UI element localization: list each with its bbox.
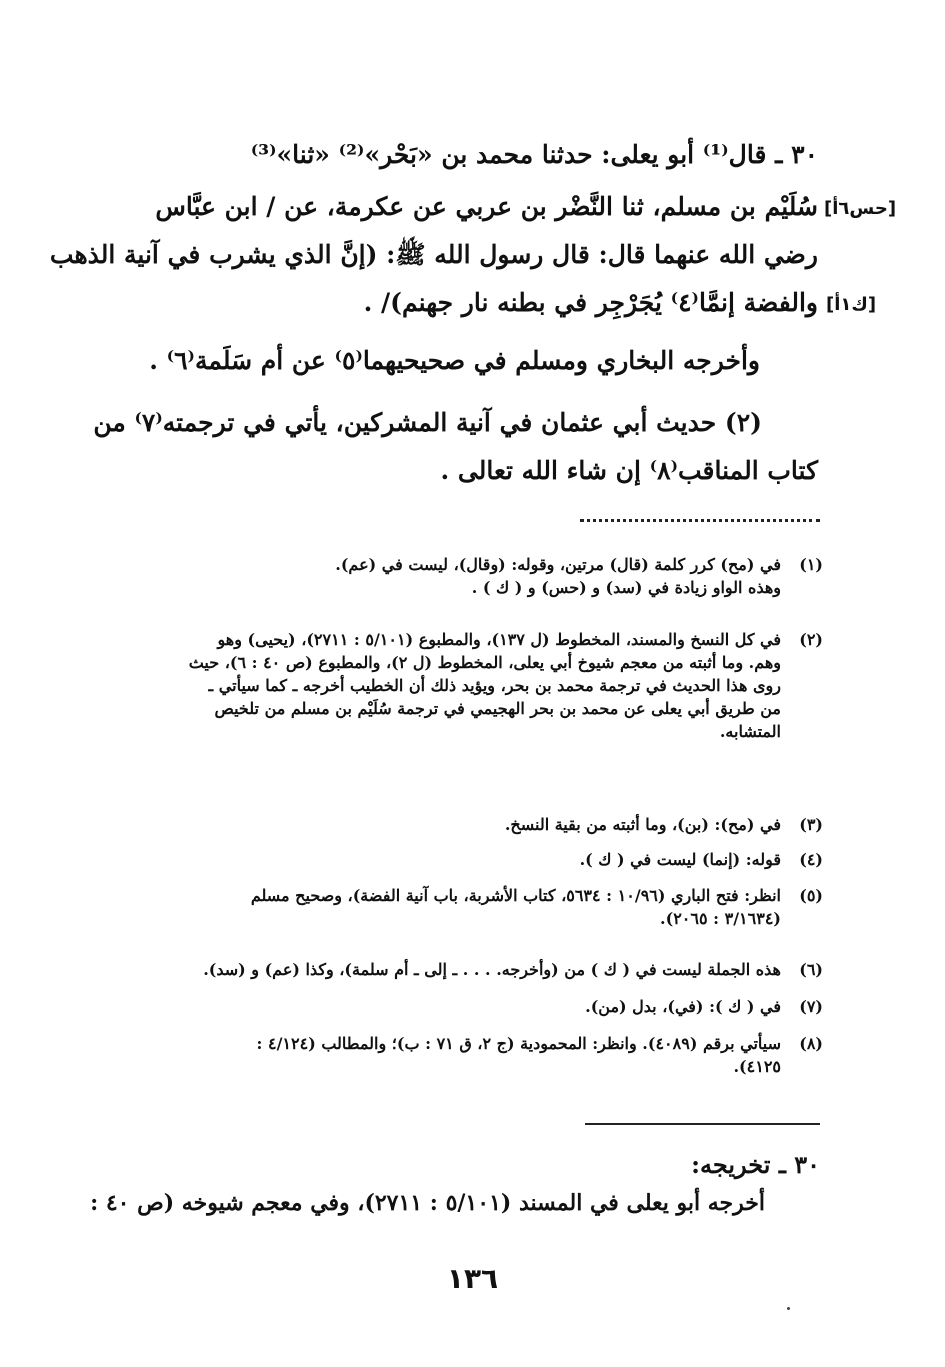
footnote-separator — [580, 519, 820, 526]
footnote-1 — [108, 553, 823, 599]
footnote-3 — [108, 813, 823, 836]
footnote-number: (٧) — [799, 997, 823, 1016]
page-number: ١٣٦ — [446, 1262, 499, 1295]
footnote-text: سيأتي برقم (٤٠٨٩). وانظر: المحمودية (ج ٢، ق ٧١ : ب)؛ والمطالب (٤/١٢٤ : — [256, 1034, 781, 1053]
hadith-line-7: كتاب المناقب⁽٨⁾ إن شاء الله تعالى . — [440, 456, 818, 485]
footnote-number: (٤) — [799, 850, 823, 869]
margin-note-hs6a: [حس٦أ] — [824, 198, 897, 219]
takhrij-heading: ٣٠ ـ تخريجه: — [691, 1150, 820, 1179]
footnote-text: في (مح) كرر كلمة (قال) مرتين، وقوله: (وقال)، ليست في (عم). — [335, 555, 781, 574]
footnote-text: في (مح): (بن)، وما أثبته من بقية النسخ. — [504, 815, 781, 834]
hadith-line-3: رضي الله عنهما قال: قال رسول الله ﷺ: (إنَّ الذي يشرب في آنية الذهب — [49, 240, 818, 269]
footnote-6 — [108, 958, 823, 981]
takhrij-text: أخرجه أبو يعلى في المسند (٥/١٠١ : ٢٧١١)، وفي معجم شيوخه (ص ٤٠ : — [90, 1190, 765, 1216]
footnote-text: من طريق أبي يعلى عن محمد بن بحر الهجيمي في ترجمة سُلَيْم بن مسلم من تلخيص — [214, 699, 781, 718]
footnote-text: قوله: (إنما) ليست في ( ك ). — [579, 850, 781, 869]
footnote-text: وهم. وما أثبته من معجم شيوخ أبي يعلى، المخطوط (ل ٢)، والمطبوع (ص ٤٠ : ٦)، حيث — [188, 653, 781, 672]
footnote-2 — [108, 628, 823, 743]
footnote-4 — [108, 848, 823, 871]
footnote-text: في ( ك ): (في)، بدل (من). — [585, 997, 781, 1016]
footnote-5 — [108, 884, 823, 930]
footnote-number: (٦) — [799, 960, 823, 979]
footnote-number: (٥) — [799, 886, 823, 905]
hadith-line-2: سُلَيْم بن مسلم، ثنا النَّضْر بن عربي عن عكرمة، عن / ابن عبَّاس — [155, 192, 818, 221]
section-divider — [585, 1123, 820, 1125]
footnote-text: انظر: فتح الباري (١٠/٩٦ : ٥٦٣٤، كتاب الأشربة، باب آنية الفضة)، وصحيح مسلم — [250, 886, 781, 905]
footnote-number: (٨) — [799, 1034, 823, 1053]
footnote-text: (٣/١٦٣٤ : ٢٠٦٥). — [660, 909, 781, 928]
footnote-text: وهذه الواو زيادة في (سد) و (حس) و ( ك ) . — [471, 578, 781, 597]
footnote-8 — [108, 1032, 823, 1078]
hadith-line-4: والفضة إنمَّا⁽٤⁾ يُجَرْجِر في بطنه نار جهنم)/ . — [363, 288, 818, 317]
hadith-line-1: ٣٠ ـ قال⁽¹⁾ أبو يعلى: حدثنا محمد بن «بَحْر»⁽²⁾ «ثنا»⁽³⁾ — [250, 140, 818, 169]
footnote-number: (٢) — [799, 630, 823, 649]
hadith-line-5: وأخرجه البخاري ومسلم في صحيحيهما⁽٥⁾ عن أم سَلَمة⁽٦⁾ . — [149, 346, 760, 375]
footnote-text: روى هذا الحديث في ترجمة محمد بن بحر، ويؤيد ذلك أن الخطيب أخرجه ـ كما سيأتي ـ — [208, 676, 781, 695]
footnote-text: المتشابه. — [719, 722, 781, 741]
footnote-text: ٤١٢٥). — [733, 1057, 781, 1076]
footnote-text: في كل النسخ والمسند، المخطوط (ل ١٣٧)، والمطبوع (٥/١٠١ : ٢٧١١)، (يحيى) وهو — [217, 630, 781, 649]
footnote-7 — [108, 995, 823, 1018]
footnote-number: (١) — [799, 555, 823, 574]
footnote-number: (٣) — [799, 815, 823, 834]
scan-speck — [787, 1307, 790, 1310]
margin-note-k1a: [ك١أ] — [826, 294, 877, 315]
footnote-text: هذه الجملة ليست في ( ك ) من (وأخرجه. . . . ـ إلى ـ أم سلمة)، وكذا (عم) و (سد). — [203, 960, 781, 979]
hadith-line-6: (٢) حديث أبي عثمان في آنية المشركين، يأتي في ترجمته⁽٧⁾ من — [93, 408, 762, 437]
